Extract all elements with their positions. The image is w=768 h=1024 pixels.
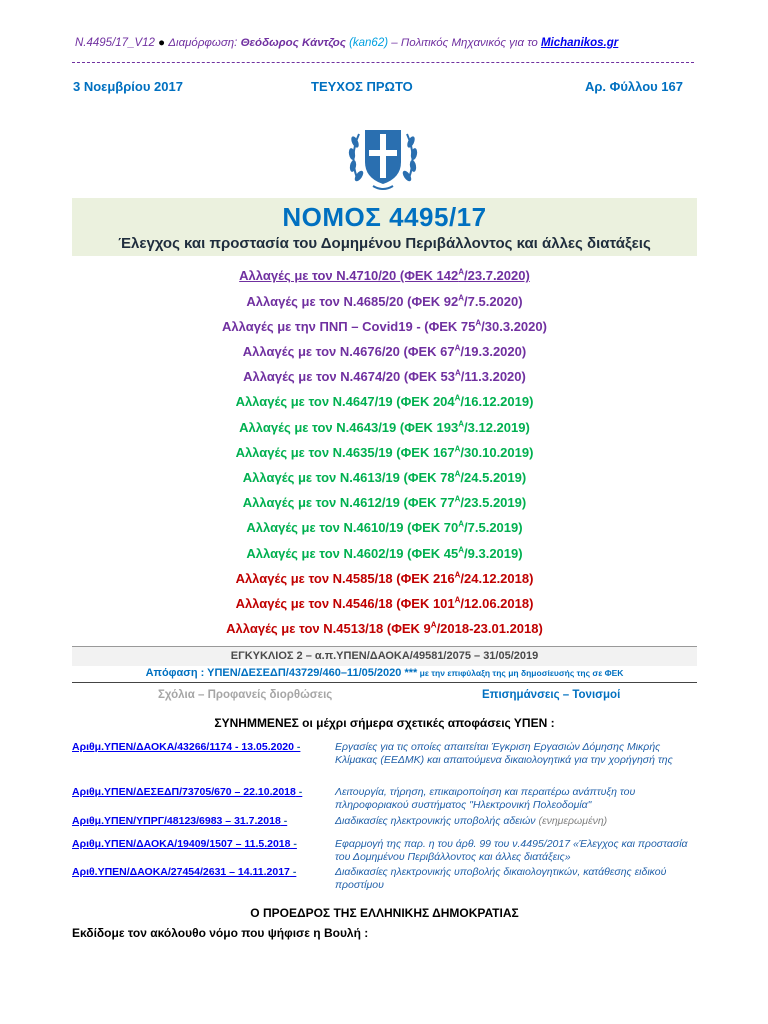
amendment-link[interactable]: Αλλαγές με την ΠΝΠ – Covid19 - (ΦΕΚ $75^A/30.3.2020$) bbox=[222, 318, 547, 334]
amendment-link[interactable]: Αλλαγές με τον Ν.4546/18 (ΦΕΚ $101^A/12.06.2018$) bbox=[235, 595, 534, 611]
decision-description: Λειτουργία, τήρηση, επικαιροποίηση και περαιτέρω ανάπτυξη του πληροφοριακού συστήματος "Ηλεκτρονική Πολεοδομία" bbox=[335, 786, 636, 811]
amendment-link[interactable]: Αλλαγές με τον Ν.4610/19 (ΦΕΚ $70^A/7.5.2019$) bbox=[246, 520, 523, 536]
decision-main: Απόφαση : ΥΠΕΝ/ΔΕΣΕΔΠ/43729/460–11/05/2020 *** bbox=[145, 667, 418, 679]
president-heading: Ο ΠΡΟΕΔΡΟΣ ΤΗΣ ΕΛΛΗΝΙΚΗΣ ΔΗΜΟΚΡΑΤΙΑΣ bbox=[250, 906, 519, 920]
circular-line: ΕΓΚΥΚΛΙΟΣ 2 – α.π.ΥΠΕΝ/ΔΑΟΚΑ/49581/2075 – 31/05/2019 bbox=[72, 646, 697, 666]
amendment-link[interactable]: Αλλαγές με τον Ν.4643/19 (ΦΕΚ $193^A/3.12.2019$) bbox=[239, 419, 530, 435]
sheet-number: Αρ. Φύλλου 167 bbox=[585, 79, 684, 94]
decision-note: με την επιφύλαξη της μη δημοσίευσής της σε ΦΕΚ bbox=[417, 668, 624, 678]
decision-description: Εργασίες για τις οποίες απαιτείται Έγκριση Εργασιών Δόμησης Μικρής Κλίμακας (ΕΕΔΜΚ) και απαιτούμενα δικαιολογητικά για την χορήγησή της bbox=[335, 741, 673, 766]
publish-date: 3 Νοεμβρίου 2017 bbox=[73, 79, 183, 94]
decision-description: Εφαρμογή της παρ. η του άρθ. 99 του ν.4495/2017 «Έλεγχος και προστασία του Δομημένου Περιβάλλοντος και άλλες διατάξεις» bbox=[335, 838, 688, 863]
amendment-link[interactable]: Αλλαγές με τον Ν.4647/19 (ΦΕΚ $204^A/16.12.2019$) bbox=[235, 394, 534, 410]
site-link[interactable]: Michanikos.gr bbox=[540, 37, 619, 49]
law-title: ΝΟΜΟΣ 4495/17 bbox=[282, 202, 487, 232]
decision-link[interactable]: Αριθμ.ΥΠΕΝ/ΔΕΣΕΔΠ/73705/670 – 22.10.2018 - bbox=[72, 786, 303, 798]
header-line bbox=[75, 37, 695, 49]
author-handle: (kan62) bbox=[349, 37, 389, 49]
author-role: – Πολιτικός Μηχανικός για το bbox=[391, 37, 538, 49]
legend-comments: Σχόλια – Προφανείς διορθώσεις bbox=[158, 689, 333, 701]
author-name: Θεόδωρος Κάντζος bbox=[240, 37, 346, 49]
legend-highlights: Επισημάνσεις – Τονισμοί bbox=[482, 689, 621, 701]
law-subtitle: Έλεγχος και προστασία του Δομημένου Περιβάλλοντος και άλλες διατάξεις bbox=[118, 235, 651, 252]
decision-description: Διαδικασίες ηλεκτρονικής υποβολής αδειών (ενημερωμένη) bbox=[335, 815, 608, 827]
amendment-link[interactable]: Αλλαγές με τον Ν.4513/18 (ΦΕΚ $9^A/2018-23.01.2018$) bbox=[226, 620, 543, 637]
amendment-link[interactable]: Αλλαγές με τον Ν.4612/19 (ΦΕΚ $77^A/23.5.2019$) bbox=[242, 494, 527, 511]
decision-link[interactable]: Αριθμ.ΥΠΕΝ/ΥΠΡΓ/48123/6983 – 31.7.2018 - bbox=[72, 815, 288, 827]
header-divider bbox=[72, 62, 694, 63]
decision-line bbox=[72, 667, 697, 679]
amendment-link[interactable]: Αλλαγές με τον Ν.4710/20 (ΦΕΚ $142^A/23.7.2020$) bbox=[239, 268, 530, 284]
amendment-link[interactable]: Αλλαγές με τον Ν.4676/20 (ΦΕΚ $67^A/19.3.2020$) bbox=[242, 343, 527, 359]
decision-link[interactable]: Αριθ.ΥΠΕΝ/ΔΑΟΚΑ/27454/2631 – 14.11.2017 - bbox=[72, 866, 297, 878]
decision-link[interactable]: Αριθμ.ΥΠΕΝ/ΔΑΟΚΑ/19409/1507 – 11.5.2018 - bbox=[72, 838, 297, 850]
decision-divider bbox=[72, 682, 697, 683]
bullet-glyph: ● bbox=[158, 37, 166, 49]
formatting-label: Διαμόρφωση: bbox=[168, 37, 238, 49]
decision-description: Διαδικασίες ηλεκτρονικής υποβολής δικαιολογητικών, κατάθεσης ειδικού προστίμου bbox=[335, 866, 667, 891]
amendment-link[interactable]: Αλλαγές με τον Ν.4674/20 (ΦΕΚ $53^A/11.3.2020$) bbox=[243, 368, 526, 385]
doc-code: N.4495/17_V12 bbox=[75, 37, 155, 49]
issue-label: ΤΕΥΧΟΣ ΠΡΩΤΟ bbox=[311, 79, 413, 94]
amendment-link[interactable]: Αλλαγές με τον Ν.4585/18 (ΦΕΚ $216^A/24.12.2018$) bbox=[235, 570, 534, 586]
amendment-link[interactable]: Αλλαγές με τον Ν.4685/20 (ΦΕΚ $92^A/7.5.2020$) bbox=[246, 293, 523, 309]
greek-coat-of-arms-icon bbox=[343, 116, 423, 196]
decision-link[interactable]: Αριθμ.ΥΠΕΝ/ΔΑΟΚΑ/43266/1174 - 13.05.2020 - bbox=[72, 741, 301, 753]
amendment-link[interactable]: Αλλαγές με τον Ν.4635/19 (ΦΕΚ $167^A/30.10.2019$) bbox=[235, 444, 534, 460]
law-title-box bbox=[72, 198, 697, 256]
amendment-link[interactable]: Αλλαγές με τον Ν.4613/19 (ΦΕΚ $78^A/24.5.2019$) bbox=[242, 469, 527, 485]
amendment-link[interactable]: Αλλαγές με τον Ν.4602/19 (ΦΕΚ $45^A/9.3.2019$) bbox=[246, 545, 523, 561]
attached-heading: ΣΥΝΗΜΜΕΝΕΣ οι μέχρι σήμερα σχετικές αποφάσεις ΥΠΕΝ : bbox=[214, 716, 555, 730]
enactment-text: Εκδίδομε τον ακόλουθο νόμο που ψήφισε η Βουλή : bbox=[72, 926, 369, 940]
